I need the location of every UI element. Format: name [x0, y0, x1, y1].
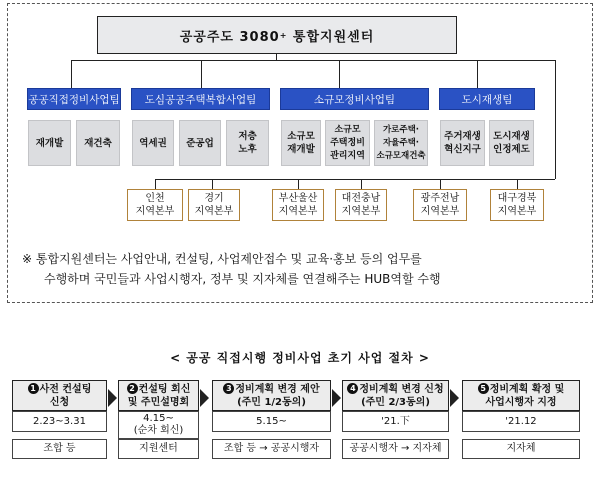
center-title-sup: +: [279, 30, 288, 40]
step-4-header: [342, 380, 449, 411]
step-title-2: (주민 2/3동의): [361, 396, 430, 408]
office-gwangju-jeonnam: [413, 189, 467, 221]
office-busan-ulsan: [272, 189, 324, 221]
team-direct-maintenance: 공공직접정비사업팀: [27, 88, 121, 110]
center-title: 공공주도 3080: [179, 29, 280, 45]
step-title-1: 컨설팅 회신: [138, 383, 191, 395]
arrow-icon: [200, 389, 209, 407]
step-title-2: (주민 1/2동의): [237, 396, 306, 408]
office-suffix: 지역본부: [135, 206, 175, 217]
connector-line: [477, 60, 478, 88]
step-actor: 지원센터: [139, 443, 178, 454]
step-5-actor: [462, 439, 580, 459]
step-4-actor: [342, 439, 449, 459]
step-title-1: 사전 컨설팅: [39, 383, 92, 395]
unit-station-area: 역세권: [132, 120, 174, 166]
step-title-1: 정비계획 확정 및: [489, 383, 565, 395]
office-suffix: 지역본부: [341, 206, 381, 217]
connector-line: [440, 179, 441, 189]
step-title-1: 정비계획 변경 제안: [235, 383, 320, 395]
office-suffix: 지역본부: [420, 206, 460, 217]
step-title-2: 및 주민설명회: [127, 396, 190, 408]
team-small-scale: 소규모정비사업팀: [280, 88, 429, 110]
unit-street-housing: 가로주택· 자율주택· 소규모재건축: [374, 120, 428, 166]
office-name: 부산울산: [278, 193, 318, 204]
step-actor: 공공시행자 → 지자체: [349, 443, 442, 454]
unit-low-rise: 저층 노후: [226, 120, 269, 166]
step-2-date: [118, 411, 199, 439]
step-actor: 조합 등 → 공공시행자: [223, 443, 320, 454]
connector-line: [361, 179, 362, 189]
step-3-actor: [212, 439, 331, 459]
arrow-icon: [332, 389, 341, 407]
step-number-badge: 1: [28, 383, 39, 394]
team-urban-housing: 도심공공주택복합사업팀: [131, 88, 270, 110]
unit-residential-regeneration: 주거재생 혁신지구: [440, 120, 485, 166]
connector-line: [155, 179, 156, 189]
connector-line: [155, 179, 555, 180]
step-5-date: [462, 411, 580, 432]
step-date: '21.12: [505, 415, 537, 427]
office-gyeonggi: [188, 189, 240, 221]
office-incheon: [127, 189, 183, 221]
office-suffix: 지역본부: [278, 206, 318, 217]
office-suffix: 지역본부: [497, 206, 537, 217]
office-name: 대구경북: [497, 193, 537, 204]
step-date: 2.23~3.31: [33, 415, 86, 427]
step-actor: 조합 등: [43, 443, 76, 454]
step-date: '21.下: [381, 415, 410, 427]
unit-redevelopment: 재개발: [28, 120, 71, 166]
office-name: 광주전남: [420, 193, 460, 204]
step-3-header: [212, 380, 331, 411]
unit-reconstruction: 재건축: [76, 120, 120, 166]
step-number-badge: 2: [127, 383, 138, 394]
connector-line: [71, 60, 555, 61]
unit-small-redevelopment: 소규모 재개발: [281, 120, 321, 166]
note-line-1: ※ 통합지원센터는 사업안내, 컨설팅, 사업제안접수 및 교육·홍보 등의 업무를: [22, 252, 422, 266]
step-date: 4.15~: [143, 413, 174, 424]
office-name: 경기: [204, 193, 224, 204]
connector-line: [339, 60, 340, 88]
step-title-2: 신청: [49, 396, 70, 408]
connector-line: [71, 60, 72, 88]
step-date: 5.15~: [256, 415, 287, 427]
connector-line: [298, 179, 299, 189]
unit-small-housing-area: 소규모 주택정비 관리지역: [325, 120, 370, 166]
connector-line: [201, 60, 202, 88]
step-number-badge: 5: [478, 383, 489, 394]
center-title-box: [97, 16, 457, 54]
step-1-date: [12, 411, 107, 432]
note-line-2: 수행하며 국민들과 사업시행자, 정부 및 지자체를 연결해주는 HUB역할 수행: [44, 272, 441, 286]
step-title-2: 사업시행자 지정: [485, 396, 557, 408]
office-daejeon-chungnam: [335, 189, 387, 221]
process-title: < 공공 직접시행 정비사업 초기 사업 절차 >: [170, 351, 430, 365]
center-title-suffix: 통합지원센터: [287, 29, 375, 45]
step-actor: 지자체: [506, 443, 536, 454]
office-name: 인천: [145, 193, 165, 204]
connector-line: [212, 179, 213, 189]
unit-semi-industrial: 준공업: [179, 120, 221, 166]
step-5-header: [462, 380, 580, 411]
step-1-header: [12, 380, 107, 411]
center-role-note: [22, 249, 587, 289]
step-4-date: [342, 411, 449, 432]
arrow-icon: [108, 389, 117, 407]
step-number-badge: 4: [347, 383, 358, 394]
unit-regeneration-certification: 도시재생 인정제도: [489, 120, 534, 166]
step-2-actor: [118, 439, 199, 459]
step-number-badge: 3: [223, 383, 234, 394]
step-title-1: 정비계획 변경 신청: [359, 383, 444, 395]
step-3-date: [212, 411, 331, 432]
office-daegu-gyeongbuk: [490, 189, 544, 221]
office-suffix: 지역본부: [194, 206, 234, 217]
connector-line: [555, 60, 556, 179]
arrow-icon: [450, 389, 459, 407]
office-name: 대전충남: [341, 193, 381, 204]
team-urban-regeneration: 도시재생팀: [439, 88, 535, 110]
step-2-header: [118, 380, 199, 411]
step-date-note: (순차 회신): [133, 425, 184, 436]
connector-line: [517, 179, 518, 189]
step-1-actor: [12, 439, 107, 459]
